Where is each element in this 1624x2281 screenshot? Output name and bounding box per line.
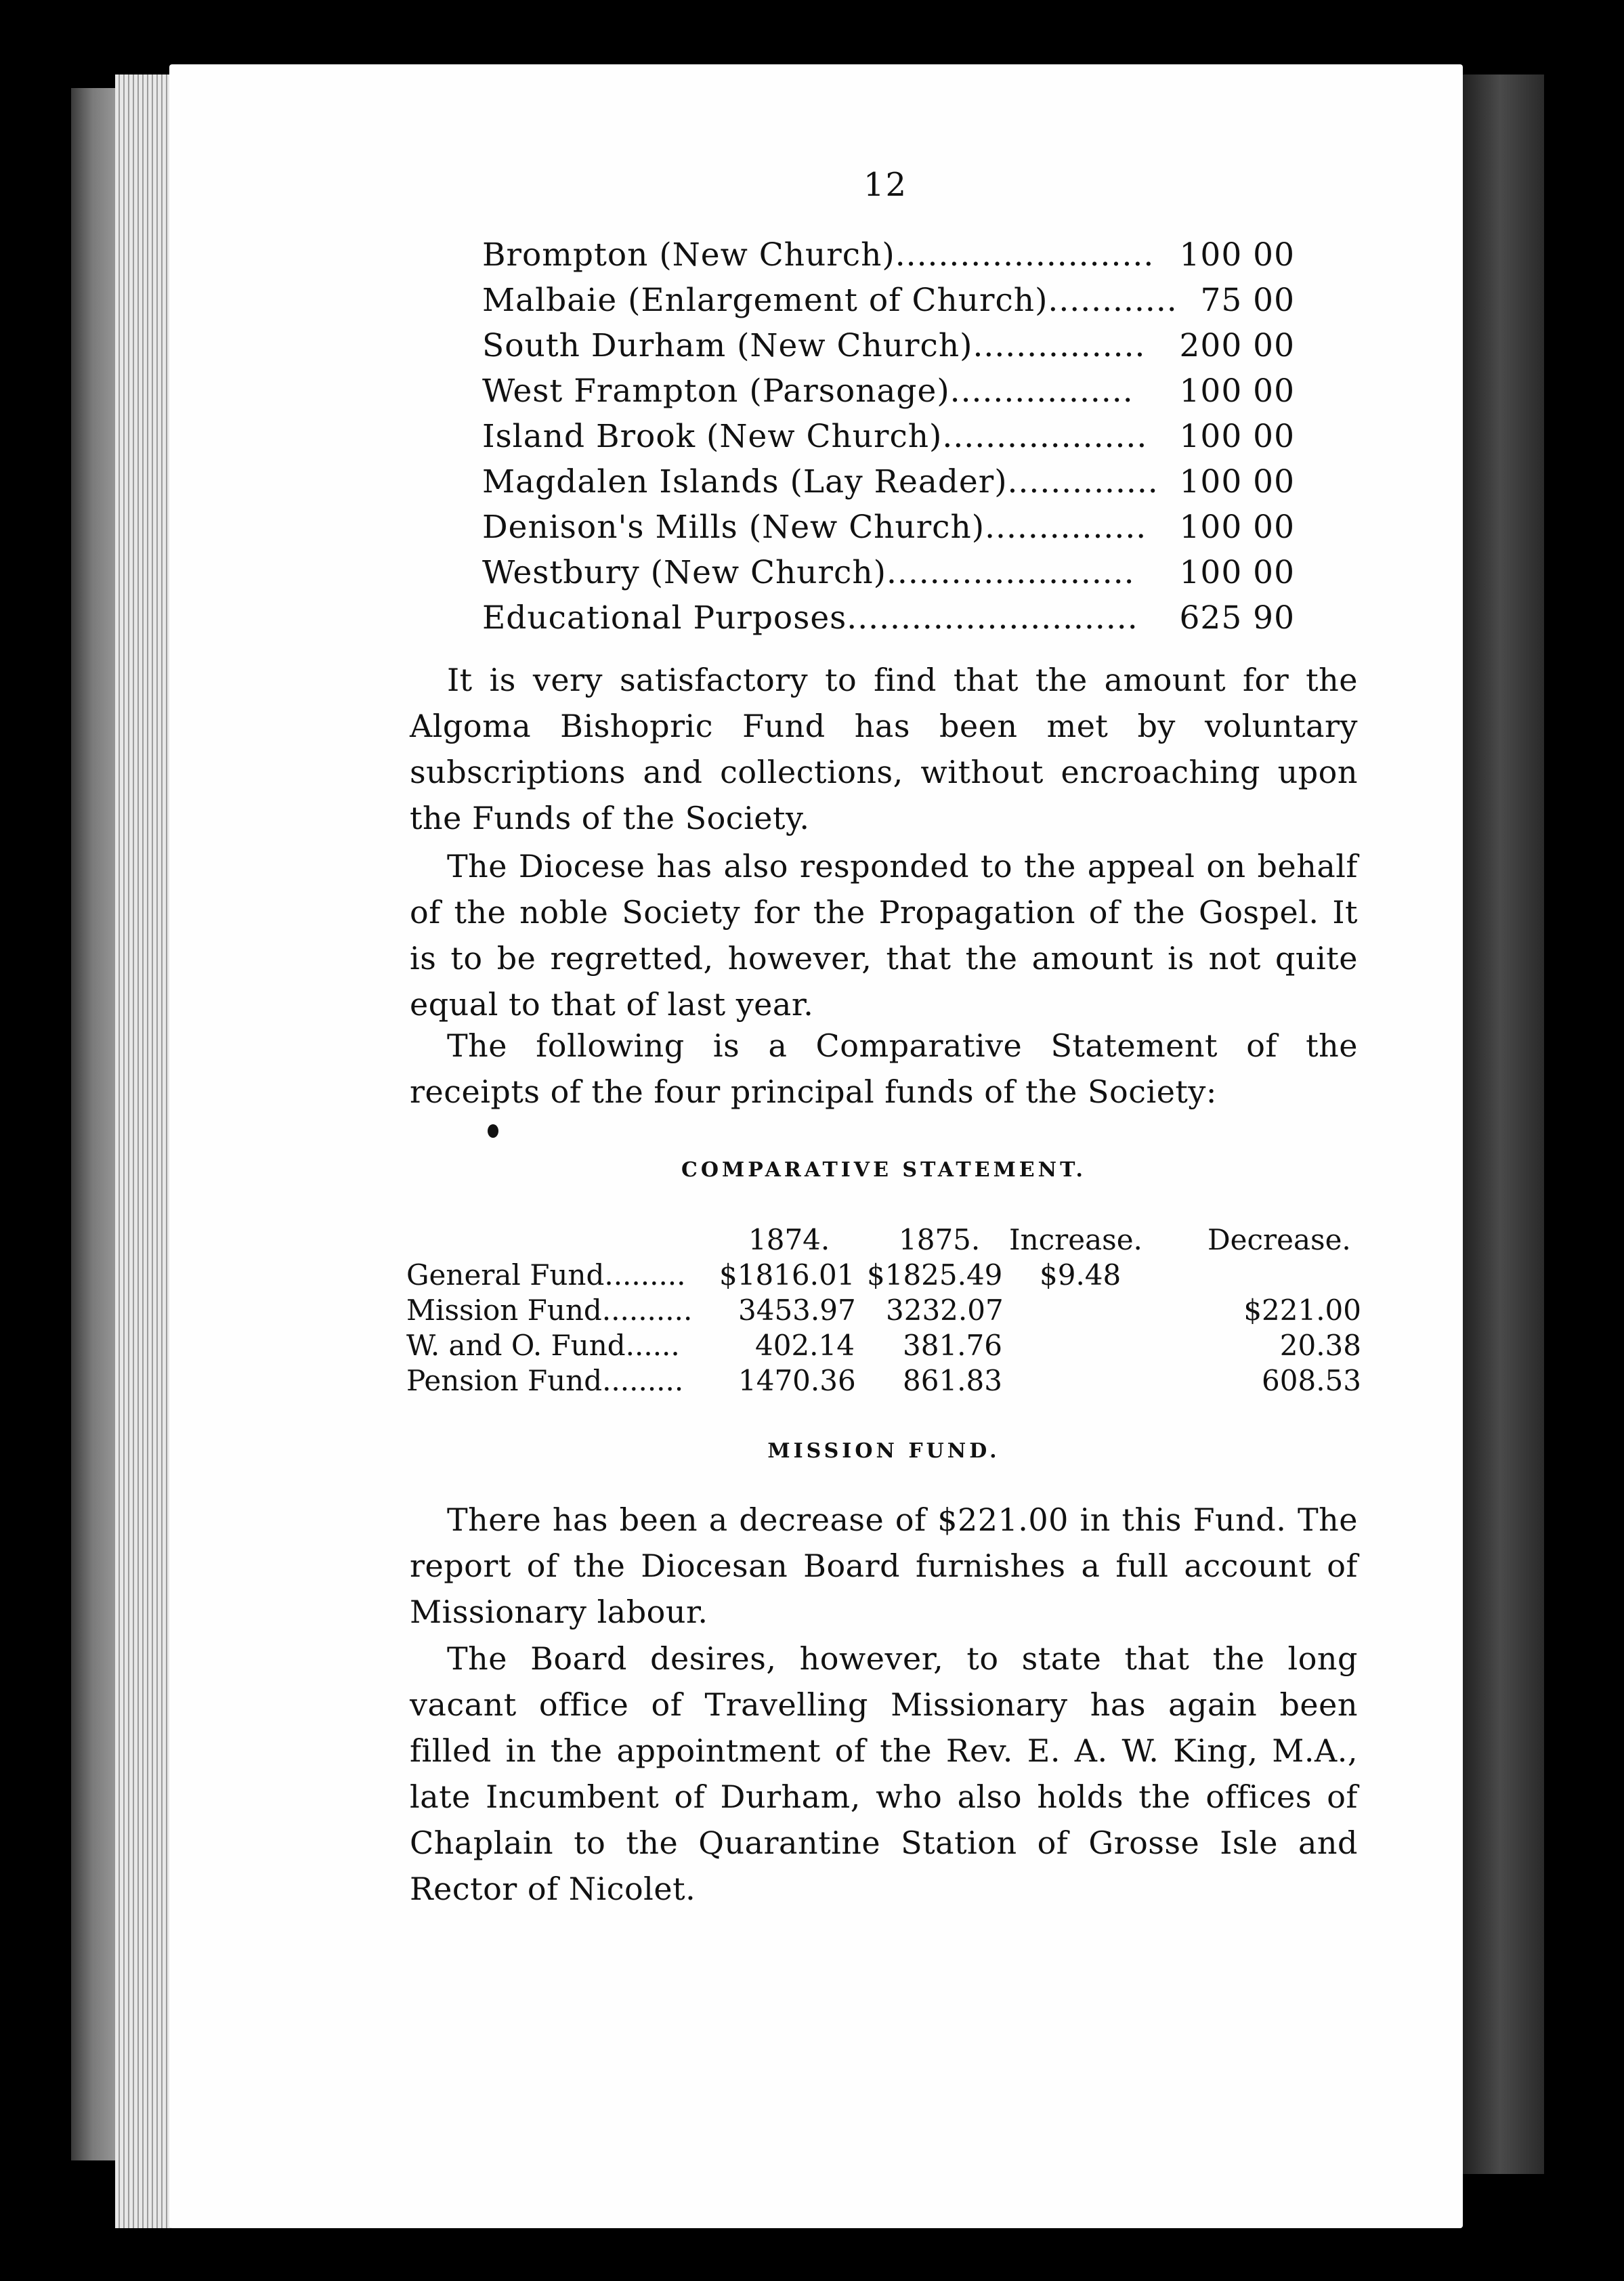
expenditure-ledger <box>482 232 1295 641</box>
ledger-amount: 100 00 <box>1179 463 1295 500</box>
ledger-item: Magdalen Islands (Lay Reader).............. <box>482 463 1159 500</box>
value-1875: 3232.07 <box>886 1294 1004 1327</box>
mission-heading-wrap <box>406 1439 1361 1473</box>
comparative-heading: COMPARATIVE STATEMENT. <box>681 1158 1086 1182</box>
ledger-row <box>482 278 1295 323</box>
mission-fund-heading: MISSION FUND. <box>767 1439 1000 1463</box>
table-row <box>406 1293 1361 1328</box>
ledger-amount: 100 00 <box>1179 372 1295 410</box>
ledger-row <box>482 368 1295 414</box>
ledger-item: Educational Purposes........................... <box>482 599 1138 637</box>
ledger-item: West Frampton (Parsonage)................. <box>482 372 1134 410</box>
column-header: 1875. <box>899 1223 981 1256</box>
table-row <box>406 1328 1361 1363</box>
ink-dot <box>488 1124 498 1138</box>
ledger-item: Island Brook (New Church)................... <box>482 418 1148 455</box>
value-1875: 381.76 <box>903 1329 1002 1362</box>
ledger-row <box>482 414 1295 459</box>
table-row <box>406 1258 1361 1293</box>
paragraph-mission-decrease: There has been a decrease of $221.00 in this Fund. The report of the Diocesan Board furnishes a full account of Missionary labour. <box>410 1501 1358 1630</box>
ledger-amount: 200 00 <box>1179 327 1295 364</box>
value-decrease: 20.38 <box>1279 1329 1361 1362</box>
value-1875: $1825.49 <box>867 1258 1003 1292</box>
ledger-row <box>482 505 1295 550</box>
book-spine-right <box>1456 74 1544 2174</box>
paragraph-diocese: The Diocese has also responded to the appeal on behalf of the noble Society for the Propagation of the Gospel. It is to be regretted, however, that the amount is not quite equal to that of last year. <box>410 848 1358 1023</box>
table-header-row <box>406 1222 1361 1258</box>
ledger-row <box>482 595 1295 641</box>
value-decrease: 608.53 <box>1262 1364 1361 1397</box>
ledger-item: Westbury (New Church)....................... <box>482 554 1135 591</box>
ledger-amount: 100 00 <box>1179 418 1295 455</box>
ledger-amount: 625 90 <box>1179 599 1295 637</box>
ledger-amount: 100 00 <box>1179 236 1295 274</box>
ledger-row <box>482 323 1295 368</box>
value-decrease: $221.00 <box>1243 1294 1361 1327</box>
ledger-amount: 100 00 <box>1179 509 1295 546</box>
paragraph-algoma: It is very satisfactory to find that the amount for the Algoma Bishopric Fund has been met by voluntary subscriptions and collections, without encroaching upon the Funds of the Society. <box>410 662 1358 836</box>
table-row <box>406 1363 1361 1399</box>
ledger-item: Denison's Mills (New Church)............... <box>482 509 1147 546</box>
ledger-item: Malbaie (Enlargement of Church)............ <box>482 282 1178 319</box>
comparative-heading-wrap <box>406 1158 1361 1192</box>
column-header: 1874. <box>748 1223 830 1256</box>
fund-name: W. and O. Fund...... <box>406 1329 680 1362</box>
value-increase: $9.48 <box>1040 1258 1121 1292</box>
book-edge-left <box>71 88 119 2160</box>
ledger-item: Brompton (New Church)........................ <box>482 236 1155 274</box>
value-1874: 3453.97 <box>738 1294 856 1327</box>
fund-name: Pension Fund......... <box>406 1364 684 1397</box>
ledger-item: South Durham (New Church)................ <box>482 327 1146 364</box>
value-1874: $1816.01 <box>719 1258 855 1292</box>
ledger-amount: 100 00 <box>1179 554 1295 591</box>
fund-name: General Fund......... <box>406 1258 686 1292</box>
ledger-row <box>482 550 1295 595</box>
page-number: 12 <box>863 166 908 204</box>
value-1875: 861.83 <box>903 1364 1002 1397</box>
value-1874: 1470.36 <box>738 1364 856 1397</box>
ledger-amount: 75 00 <box>1200 282 1295 319</box>
column-header: Increase. <box>1009 1223 1142 1256</box>
fund-name: Mission Fund.......... <box>406 1294 693 1327</box>
value-1874: 402.14 <box>755 1329 855 1362</box>
comparative-table <box>406 1222 1361 1399</box>
ledger-row <box>482 459 1295 505</box>
paragraph-following: The following is a Comparative Statement of the receipts of the four principal funds of the Society: <box>410 1027 1358 1110</box>
column-header: Decrease. <box>1208 1223 1351 1256</box>
ledger-row <box>482 232 1295 278</box>
paragraph-board: The Board desires, however, to state that the long vacant office of Travelling Missionary has again been filled in the appointment of the Rev. E. A. W. King, M.A., late Incumbent of Durham, who also holds the offices of Chaplain to the Quarantine Station of Grosse Isle and Rector of Nicolet. <box>410 1640 1358 1907</box>
